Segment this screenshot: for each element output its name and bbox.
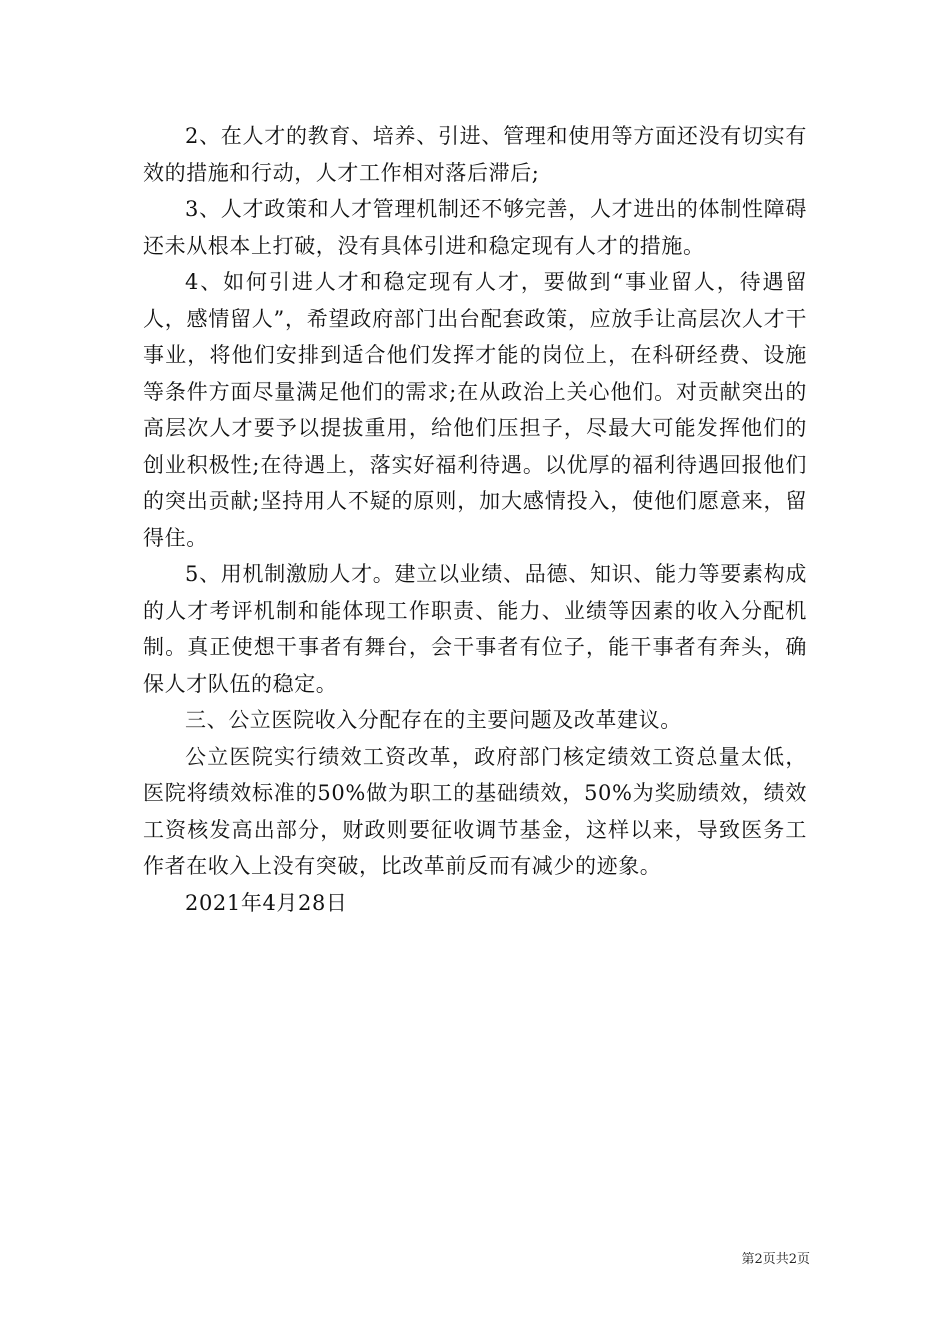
page-footer [700, 1248, 810, 1267]
section-heading-3: 三、公立医院收入分配存在的主要问题及改革建议。 [185, 708, 682, 732]
document-date: 2021年4月28日 [185, 890, 348, 915]
paragraph-hospital-reform: 公立医院实行绩效工资改革，政府部门核定绩效工资总量太低，医院将绩效标准的50%做为职工的基础绩效，50%为奖励绩效，绩效工资核发高出部分，财政则要征收调节基金，这样以来，导致医务工作者在收入上没有突破，比改革前反而有减少的迹象。 [143, 744, 807, 878]
paragraph-item-5: 5、用机制激励人才。建立以业绩、品德、知识、能力等要素构成的人才考评机制和能体现工作职责、能力、业绩等因素的收入分配机制。真正使想干事者有舞台，会干事者有位子，能干事者有奔头，确保人才队伍的稳定。 [143, 562, 807, 696]
paragraph-item-2: 2、在人才的教育、培养、引进、管理和使用等方面还没有切实有效的措施和行动，人才工作相对落后滞后; [143, 124, 807, 185]
page-number-label: 第2页共2页 [741, 1252, 810, 1267]
paragraph-item-4: 4、如何引进人才和稳定现有人才，要做到“事业留人，待遇留人，感情留人”，希望政府部门出台配套政策，应放手让高层次人才干事业，将他们安排到适合他们发挥才能的岗位上，在科研经费、设施等条件方面尽量满足他们的需求;在从政治上关心他们。对贡献突出的高层次人才要予以提拔重用，给他们压担子，尽最大可能发挥他们的创业积极性;在待遇上，落实好福利待遇。以优厚的福利待遇回报他们的突出贡献;坚持用人不疑的原则，加大感情投入，使他们愿意来，留得住。 [143, 270, 807, 550]
document-body [143, 118, 807, 921]
paragraph-item-3: 3、人才政策和人才管理机制还不够完善，人才进出的体制性障碍还未从根本上打破，没有具体引进和稳定现有人才的措施。 [143, 197, 807, 258]
